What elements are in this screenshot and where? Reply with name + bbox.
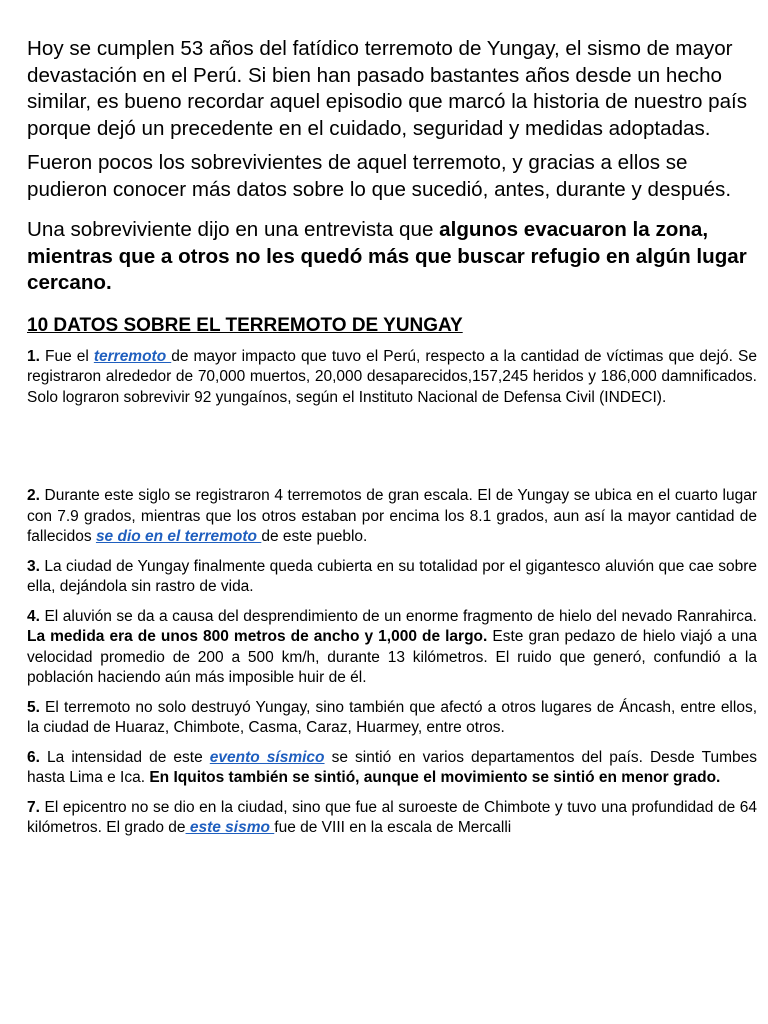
fact-text: de mayor impacto que tuvo el Perú, respecto a la cantidad de víctimas que dejó. Se registraron alrededor de 70,000 muertos, 20,000 desaparecidos,157,245 heridos y 186,000 damnificados. Solo lograron sobrevivir 92 yungaínos, según el Instituto Nacional de Defensa Civil (INDECI). [27,347,757,406]
fact-text: El epicentro no se dio en la ciudad, sino que fue al suroeste de Chimbote y tuvo una profundidad de 64 kilómetros. El grado de [27,798,757,836]
fact-text: El aluvión se da a causa del desprendimiento de un enorme fragmento de hielo del nevado Ranrahirca. [39,607,757,625]
interview-paragraph [27,217,757,297]
fact-number: 3. [27,557,40,575]
intro-paragraph: Hoy se cumplen 53 años del fatídico terremoto de Yungay, el sismo de mayor devastación en el Perú. Si bien han pasado bastantes años desde un hecho similar, es bueno recordar aquel episodio que marcó la historia de nuestro país porque dejó un precedente en el cuidado, seguridad y medidas adoptadas. [27,37,748,140]
link-se-dio-en-el-terremoto[interactable]: se dio en el terremoto [95,528,262,545]
fact-item-4 [27,607,757,689]
fact-text: El terremoto no solo destruyó Yungay, sino también que afectó a otros lugares de Áncash, entre ellos, la ciudad de Huaraz, Chimbote, Casma, Caraz, Huarmey, entre otros. [27,698,757,736]
fact-text: de este pueblo. [261,528,368,545]
fact-number: 1. [27,347,40,365]
fact-bold-text: La medida era de unos 800 metros de ancho y 1,000 de largo. [27,628,488,645]
fact-text: Este gran pedazo de hielo viajó a una velocidad promedio de 200 a 500 km/h, durante 13 kilómetros. El ruido que generó, confundió a la población haciendo aún más imposible huir de él. [27,628,757,686]
fact-number: 5. [27,698,40,716]
survivors-paragraph: Fueron pocos los sobrevivientes de aquel terremoto, y gracias a ellos se pudieron conocer más datos sobre lo que sucedió, antes, durante y después. [27,151,732,201]
fact-number: 2. [27,487,40,504]
link-este-sismo[interactable]: este sismo [185,819,275,836]
fact-item-3 [27,557,757,598]
fact-item-5 [27,698,757,739]
fact-text: se sintió en varios departamentos del país. Desde Tumbes hasta Lima e Ica. [27,748,757,786]
fact-number: 6. [27,748,40,766]
fact-text: La intensidad de este [39,748,210,766]
fact-text: Durante este siglo se registraron 4 terremotos de gran escala. El de Yungay se ubica en el cuarto lugar con 7.9 grados, mientras que los otros estaban por encima los 8.1 grados, aun así la mayor cantidad de fallecidos [27,487,757,545]
link-evento-sismico[interactable]: evento sísmico [209,748,325,766]
fact-item-1 [27,347,757,409]
fact-item-7 [27,798,757,839]
interview-text: Una sobreviviente dijo en una entrevista que [27,218,440,241]
fact-text: La ciudad de Yungay finalmente queda cubierta en su totalidad por el gigantesco aluvión que cae sobre ella, dejándola sin rastro de vida. [27,557,757,595]
fact-bold-text: En Iquitos también se sintió, aunque el movimiento se sintió en menor grado. [149,769,721,786]
fact-number: 4. [27,607,40,625]
blank-gap [27,408,757,486]
document-page [27,36,757,839]
fact-item-6 [27,748,757,789]
fact-text: Fue el [39,347,94,365]
fact-number: 7. [27,798,40,816]
fact-text: fue de VIII en la escala de Mercalli [274,819,512,836]
fact-item-2 [27,486,757,548]
interview-highlight: algunos evacuaron la zona, mientras que a otros no les quedó más que buscar refugio en algún lugar cercano. [27,218,747,294]
section-heading: 10 DATOS SOBRE EL TERREMOTO DE YUNGAY [27,314,463,336]
link-terremoto[interactable]: terremoto [93,347,172,365]
